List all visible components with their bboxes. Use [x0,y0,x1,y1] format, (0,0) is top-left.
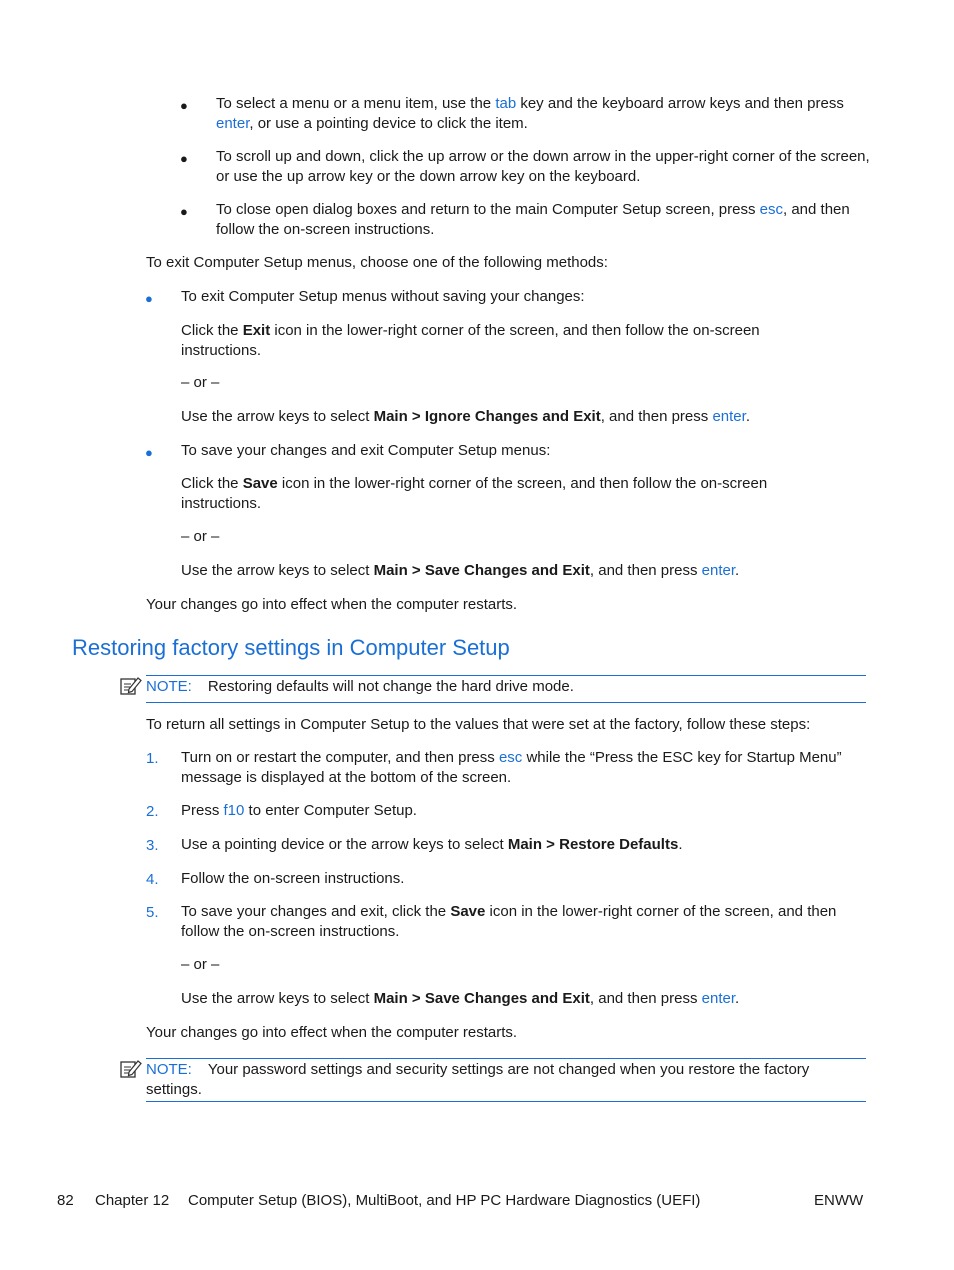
option-arrow: Use the arrow keys to select Main > Save Changes and Exit, and then press enter. [181,562,740,579]
option-click: Click the Save icon in the lower-right corner of the screen, and then follow the on-screen instructions. [181,475,768,512]
option-title: To exit Computer Setup menus without saving your changes: [181,288,585,305]
or-separator: – or – [181,956,220,973]
step-number: 1. [146,750,159,767]
step-number: 4. [146,871,159,888]
step-alt: Use the arrow keys to select Main > Save Changes and Exit, and then press enter. [181,990,740,1007]
step-text: Press f10 to enter Computer Setup. [181,802,417,819]
bullet-dot: ● [180,204,188,219]
step-number: 3. [146,837,159,854]
note-text: NOTE: Restoring defaults will not change the hard drive mode. [146,678,574,695]
or-separator: – or – [181,528,220,545]
option-click: Click the Exit icon in the lower-right corner of the screen, and then follow the on-screen instructions. [181,322,760,359]
bullet-dot: ● [145,445,153,460]
note-pencil-icon [120,676,142,696]
paragraph: To exit Computer Setup menus, choose one of the following methods: [146,254,608,271]
step-number: 5. [146,904,159,921]
section-heading: Restoring factory settings in Computer Setup [72,635,510,660]
step-text: Follow the on-screen instructions. [181,870,405,887]
note-text: NOTE: Your password settings and security settings are not changed when you restore the factory settings. [146,1061,810,1098]
option-title: To save your changes and exit Computer Setup menus: [181,442,551,459]
option-arrow: Use the arrow keys to select Main > Ignore Changes and Exit, and then press enter. [181,408,750,425]
step-text: Use a pointing device or the arrow keys to select Main > Restore Defaults. [181,836,683,853]
paragraph: To return all settings in Computer Setup to the values that were set at the factory, follow these steps: [146,716,811,733]
bullet-text: To close open dialog boxes and return to the main Computer Setup screen, press esc, and then follow the on-screen instructions. [216,201,850,238]
bullet-text: To scroll up and down, click the up arrow or the down arrow in the upper-right corner of the screen, or use the up arrow key or the down arrow key on the keyboard. [216,148,870,185]
step-text: To save your changes and exit, click the Save icon in the lower-right corner of the screen, and then follow the on-screen instructions. [181,903,837,940]
or-separator: – or – [181,374,220,391]
step-text: Turn on or restart the computer, and then press esc while the “Press the ESC key for Startup Menu” message is displayed at the bottom of the screen. [181,749,842,786]
paragraph: Your changes go into effect when the computer restarts. [146,596,518,613]
note-pencil-icon [120,1059,142,1079]
footer-chapter: Chapter 12 [95,1192,170,1209]
page-number: 82 [57,1192,74,1209]
bullet-text: To select a menu or a menu item, use the tab key and the keyboard arrow keys and then press enter, or use a pointing device to click the item. [216,95,844,132]
footer-right: ENWW [814,1192,864,1209]
bullet-dot: ● [180,151,188,166]
bullet-dot: ● [145,291,153,306]
step-number: 2. [146,803,159,820]
footer-title: Computer Setup (BIOS), MultiBoot, and HP PC Hardware Diagnostics (UEFI) [188,1192,701,1209]
bullet-dot: ● [180,98,188,113]
paragraph: Your changes go into effect when the computer restarts. [146,1024,518,1041]
